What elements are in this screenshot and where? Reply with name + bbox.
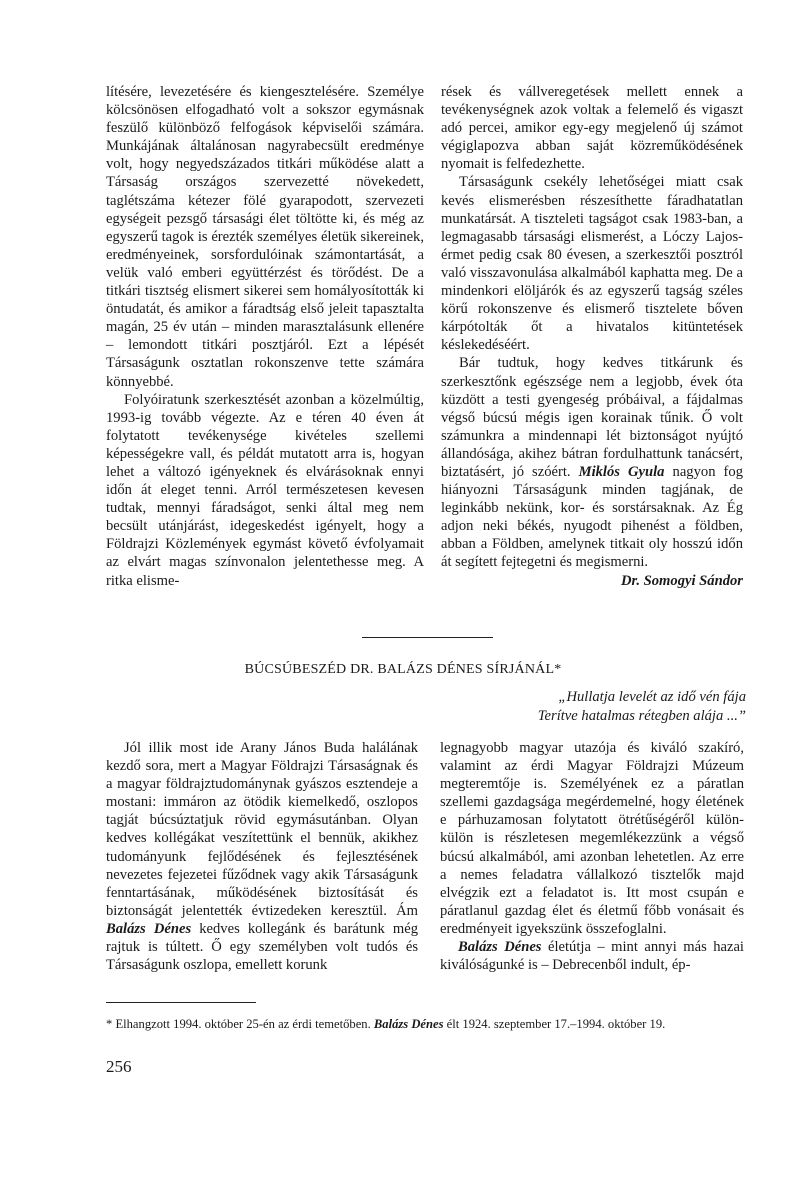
paragraph (441, 354, 743, 571)
text-column-top-right (441, 83, 743, 590)
paragraph: Folyóiratunk szerkesztését azonban a közelmúltig, 1993-ig tovább végezte. Az e téren 40 éven át folytatott tevékenysége kivételes szellemi képességekre vall, és példát mutatott arra is, hogyan lehet a változó igényeknek és elvárásoknak ennyi időn át eleget tenni. Arról természetesen kevesen tudtak, mennyi fáradságot, senki által meg nem becsült utánjárást, idegeskedést igényelt, hogy a Földrajzi Közlemények egymást követő évfolyamait az elvárt magas színvonalon jelentethesse meg. A ritka elisme- (106, 391, 424, 589)
footnote (106, 1016, 766, 1032)
footnote-rule (106, 1002, 256, 1003)
person-name: Balázs Dénes (458, 939, 542, 956)
paragraph (106, 739, 418, 974)
epigraph (440, 688, 746, 726)
epigraph-line: Terítve hatalmas rétegben alája ...” (537, 708, 746, 724)
footnote-text: * Elhangzott 1994. október 25-én az érdi temetőben. (106, 1017, 371, 1031)
text-column-bottom-right (440, 739, 744, 974)
epigraph-line: „Hullatja levelét az idő vén fája (558, 689, 746, 705)
person-name: Balázs Dénes (106, 920, 192, 937)
paragraph-text: életútja – mint annyi más hazai kiválóságunké is – Debrecenből indult, ép- (440, 939, 744, 974)
paragraph-text: Bár tudtuk, hogy kedves titkárunk és szerkesztőnk egészsége nem a legjobb, évek óta küzdött a testi gyengeség próbáival, a fájdalmas végső búcsú mégis igen korainak tűnik. Ő volt számunkra a mindennapi lét biztonságot nyújtó állandósága, akihez bátran fordulhattunk tanácsért, biztatásért, jó szóért. (441, 355, 743, 480)
paragraph: Társaságunk csekély lehetőségei miatt csak kevés elismerésben részesíthette fáradhatatlan munkatársát. A tiszteleti tagságot csak 1983-ban, a legmagasabb társasági elismerést, a Lóczy Lajos-érmet pedig csak 80 évesen, a szerkesztői posztról való visszavonulása alkalmából kaphatta meg. De a mindenkori elöljárók és az egyszerű tagság széles körű rokonszenve és elismerő tisztelete bőven kárpótolták őt a hivatalos kitüntetések késlekedéséért. (441, 174, 743, 354)
paragraph-text: kedves kollegánk és barátunk még rajtuk is túltett. Ő egy személyben volt tudós és Társaságunk oszlopa, emellett korunk (106, 920, 418, 974)
section-title: BÚCSÚBESZÉD DR. BALÁZS DÉNES SÍRJÁNÁL* (244, 662, 562, 677)
paragraph: lítésére, levezetésére és kiengesztelésére. Személye kölcsönösen elfogadható volt a sokszor egymásnak feszülő különböző felfogások képviselői számára. Munkájának általánosan nagyrabecsült eredménye volt, hogy negyedszázados titkári működése alatt a Társaság országos szervezetté növekedett, taglétszáma kétezer fölé gyarapodott, szervezeti egységeit pezsgő társasági élet töltötte ki, és még az egyszerű tagok is érezték személyes életük sikereinek, eredményeinek, sorsfordulóinak számontartását, a velük való emberi együttérzést és törődést. De a titkári tisztség elismert sikerei sem homályosították ki öntudatát, és amikor a fáradtság első jeleit tapasztalta magán, 25 év után – minden marasztalásunk ellenére – lemondott titkári posztjáról. Ezt a lépését Társaságunk osztatlan rokonszenve tette számára könnyebbé. (106, 84, 424, 390)
person-name: Balázs Dénes (373, 1017, 444, 1031)
person-name: Miklós Gyula (578, 463, 665, 480)
paragraph-text: nagyon fog hiányozni Társaságunk minden tagjának, de leginkább nekünk, kor- és sorstársaknak. Az Ég adjon neki békés, nyugodt pihenést a földben, abban a Földben, amelynek titkait oly hosszú időn át segített fejtegetni és megismerni. (441, 463, 743, 571)
footnote-text: élt 1924. szeptember 17.–1994. október 19. (446, 1017, 666, 1031)
paragraph: rések és vállveregetések mellett ennek a tevékenységnek azok voltak a felemelő és vigaszt adó percei, amikor egy-egy megjelenő új számot végiglapozva abban saját közreműködésének nyomait is felfedezhette. (441, 84, 743, 173)
section-divider (362, 637, 493, 638)
page-number: 256 (106, 1057, 132, 1076)
text-column-bottom-left (106, 739, 418, 974)
paragraph-text: Jól illik most ide Arany János Buda halálának kezdő sora, mert a Magyar Földrajzi Társaságnak és a magyar földrajztudománynak gyászos esztendeje a mostani: immáron az ötödik kiemelkedő, oszlopos tagját búcsúztatjuk rövid egymásutánban. Olyan kedves kollégákat veszítettünk el bennük, akikhez tudományunk fejlődésének és fejlesztésének nevezetes fejezetei fűződnek vagy akik Társaságunk fenntartásának, működésének biztosítását és biztonságát jelentették évtizedeken keresztül. Ám (106, 740, 418, 919)
paragraph: legnagyobb magyar utazója és kiváló szakíró, valamint az érdi Magyar Földrajzi Múzeum megteremtője is. Személyének ez a páratlan szellemi gazdagsága megérdemelné, hogy életének e párhuzamosan folytatott ötrétűségéről külön-külön is részletesen megemlékezzünk a végső búcsú alkalmából, ami azonban lehetetlen. Az erre a nemes feladatra vállalkozó tisztelők majd elvégzik ezt a feladatot is. Itt most csupán e páratlanul gazdag élet és életmű főbb vonásait és eredményeit igyekszünk összefoglalni. (440, 740, 744, 937)
text-column-top-left (106, 83, 424, 590)
signature: Dr. Somogyi Sándor (620, 572, 743, 589)
paragraph (440, 938, 744, 974)
